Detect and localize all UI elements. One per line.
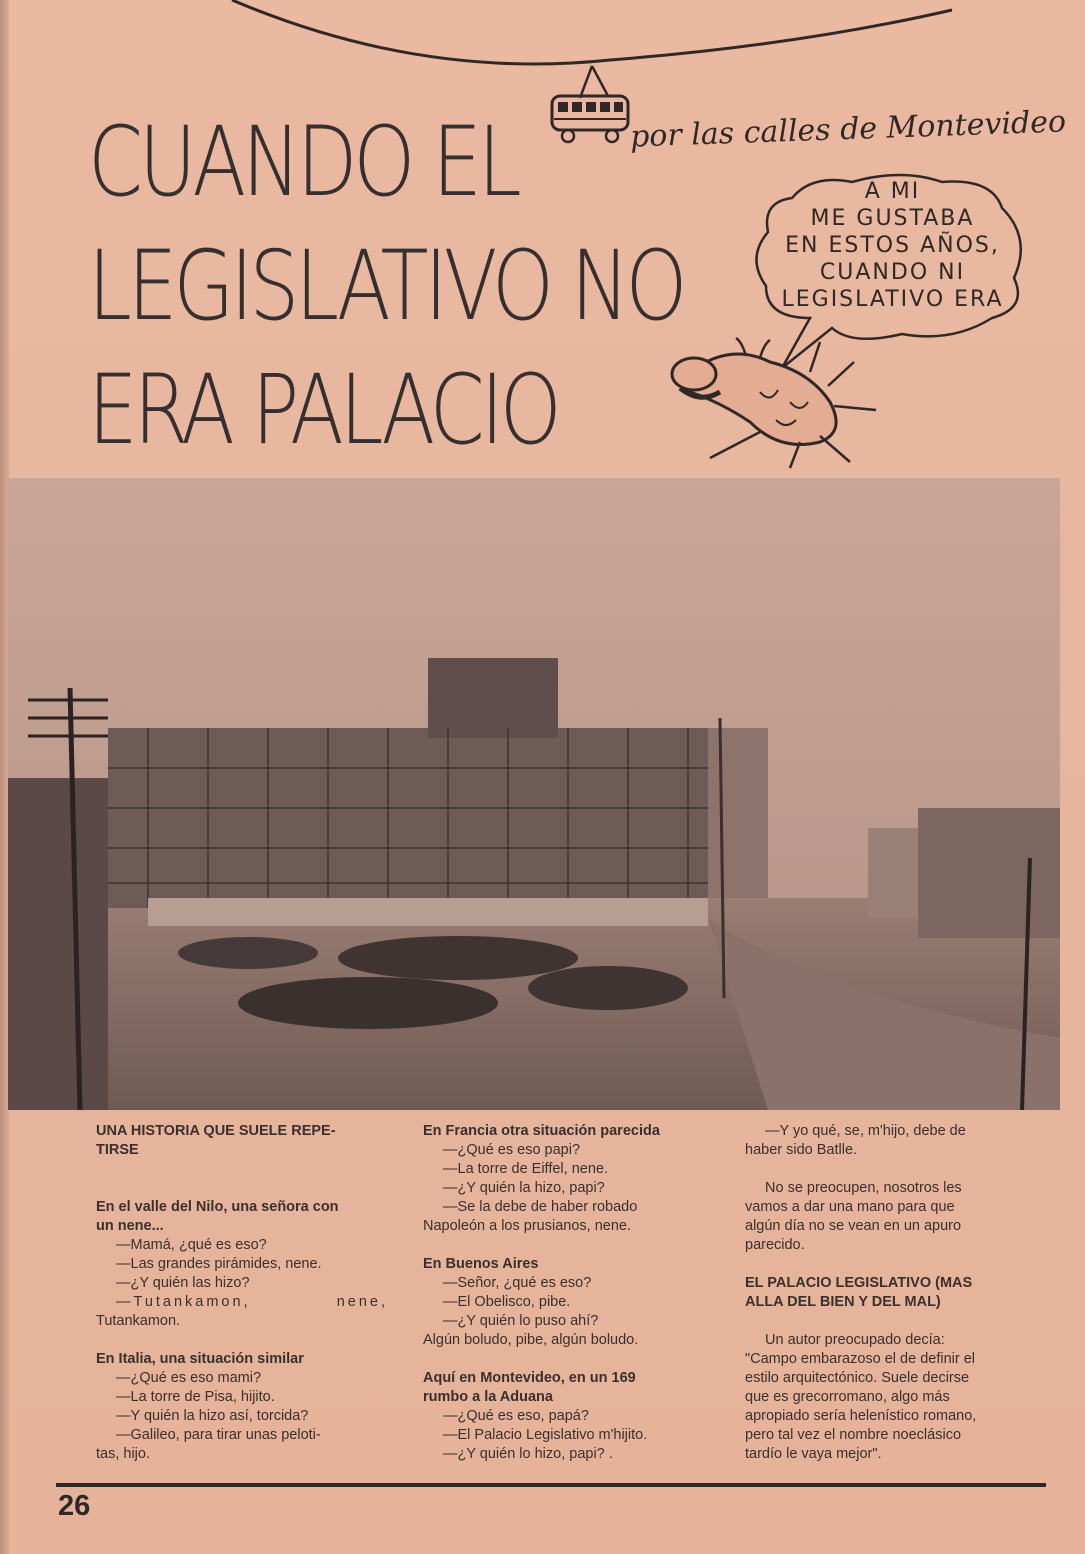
paragraph-line: No se preocupen, nosotros les	[765, 1180, 962, 1196]
dialog-line: —El Obelisco, pibe.	[443, 1294, 571, 1310]
footer-rule	[56, 1483, 1046, 1487]
historical-photo-legislative-palace-construction	[8, 478, 1060, 1110]
dialog-line: Napoleón a los prusianos, nene.	[423, 1218, 631, 1234]
tram-icon	[548, 62, 634, 146]
subheading: En Buenos Aires	[423, 1256, 539, 1272]
text-column-1	[96, 1122, 388, 1464]
bubble-line: LEGISLATIVO ERA	[781, 287, 1004, 312]
dialog-line	[96, 1293, 388, 1312]
subheading: un nene...	[96, 1218, 164, 1234]
bubble-line: A MI	[864, 179, 921, 204]
subheading: rumbo a la Aduana	[423, 1389, 553, 1405]
paragraph-line: parecido.	[745, 1237, 805, 1253]
dialog-line: Tutankamon.	[96, 1313, 181, 1329]
title-line-3: ERA PALACIO	[88, 354, 558, 466]
dialog-line: —Galileo, para tirar unas peloti-	[116, 1427, 321, 1443]
page-number: 26	[58, 1490, 91, 1522]
section-heading: UNA HISTORIA QUE SUELE REPE-	[96, 1123, 336, 1139]
paragraph-line: apropiado sería helenístico romano,	[745, 1408, 977, 1424]
subheading: En el valle del Nilo, una señora con	[96, 1199, 339, 1215]
subheading: En Francia otra situación parecida	[423, 1123, 660, 1139]
title-line-1: CUANDO EL	[88, 106, 518, 218]
dialog-line: —La torre de Eiffel, nene.	[443, 1161, 608, 1177]
dialog-line: —Y quién la hizo así, torcida?	[116, 1408, 309, 1424]
paragraph-line: "Campo embarazoso el de definir el	[745, 1351, 976, 1367]
subheading: Aquí en Montevideo, en un 169	[423, 1370, 636, 1386]
paragraph-line: que es grecorromano, algo más	[745, 1389, 950, 1405]
series-title: por las calles de Montevideo	[629, 104, 1067, 155]
title-line-2: LEGISLATIVO NO	[88, 230, 684, 342]
dialog-line: —¿Y quién la hizo, papi?	[443, 1180, 605, 1196]
bubble-line: CUANDO NI	[819, 260, 966, 285]
paragraph-line: Un autor preocupado decía:	[765, 1332, 945, 1348]
speech-bubble-text	[770, 178, 1015, 313]
paragraph-line: pero tal vez el nombre noeclásico	[745, 1427, 962, 1443]
dialog-line: tas, hijo.	[96, 1446, 150, 1462]
dialog-line: —¿Y quién las hizo?	[116, 1275, 250, 1291]
worm-cartoon-illustration	[650, 332, 890, 472]
dialog-line: —La torre de Pisa, hijito.	[116, 1389, 275, 1405]
paragraph-line: estilo arquitectónico. Suele decirse	[745, 1370, 970, 1386]
section-heading: TIRSE	[96, 1142, 139, 1158]
paragraph-line: haber sido Batlle.	[745, 1142, 858, 1158]
article-title	[88, 100, 684, 472]
dialog-line: Algún boludo, pibe, algún boludo.	[423, 1332, 639, 1348]
subheading: En Italia, una situación similar	[96, 1351, 304, 1367]
paragraph-line: tardío le vaya mejor".	[745, 1446, 882, 1462]
section-heading: ALLA DEL BIEN Y DEL MAL)	[745, 1294, 941, 1310]
dialog-line: —¿Qué es eso papi?	[443, 1142, 581, 1158]
dialog-line: —Señor, ¿qué es eso?	[443, 1275, 592, 1291]
paragraph-line: vamos a dar una mano para que	[745, 1199, 955, 1215]
text-column-2	[423, 1122, 715, 1464]
dialog-line: —¿Y quién lo hizo, papi? .	[443, 1446, 613, 1462]
text-column-3	[745, 1122, 1037, 1464]
section-heading: EL PALACIO LEGISLATIVO (MAS	[745, 1275, 973, 1291]
dialog-line: —¿Y quién lo puso ahí?	[443, 1313, 599, 1329]
dialog-fragment: —Tutankamon,	[116, 1294, 251, 1310]
bubble-line: ME GUSTABA	[810, 206, 975, 231]
dialog-line: —¿Qué es eso, papá?	[443, 1408, 589, 1424]
paragraph-line: algún día no se vean en un apuro	[745, 1218, 962, 1234]
dialog-line: —Se la debe de haber robado	[443, 1199, 638, 1215]
dialog-line: —Mamá, ¿qué es eso?	[116, 1237, 267, 1253]
dialog-line: —Las grandes pirámides, nene.	[116, 1256, 322, 1272]
bubble-line: EN ESTOS AÑOS,	[785, 233, 1000, 258]
dialog-line: —El Palacio Legislativo m'hijito.	[443, 1427, 648, 1443]
paragraph-line: —Y yo qué, se, m'hijo, debe de	[765, 1123, 966, 1139]
dialog-fragment: nene,	[336, 1294, 388, 1310]
dialog-line: —¿Qué es eso mami?	[116, 1370, 262, 1386]
